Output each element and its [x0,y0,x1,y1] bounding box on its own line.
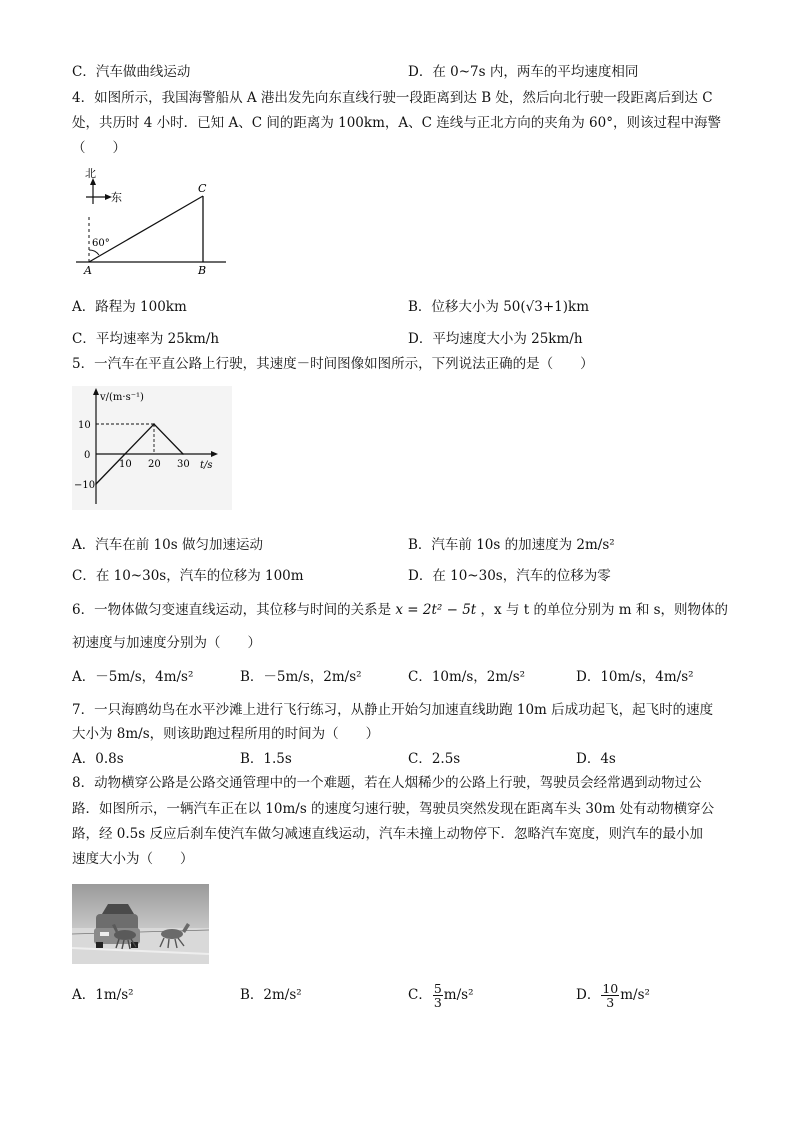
q4-option-d: D．平均速度大小为 25km/h [408,331,583,347]
x-tick-label: 30 [177,459,190,470]
velocity-data-point [182,453,184,455]
q3-option-c: C．汽车做曲线运动 [72,64,191,80]
point-a-label: A [84,264,92,277]
x-axis-label: t/s [200,460,213,471]
x-tick-label: 10 [119,459,132,470]
q7-option-d: D．4s [576,751,616,767]
q7-stem-line-2: 大小为 8m/s，则该助跑过程所用的时间为（ ） [72,726,380,742]
q8-option-d-unit: m/s² [620,987,650,1003]
q8-option-b: B．2m/s² [240,987,302,1003]
y-axis-label: v/(m·s⁻¹) [100,392,144,403]
q8-option-c-denominator: 3 [433,995,442,1010]
q8-option-d [576,979,650,1011]
q8-option-d-label: D． [576,987,601,1003]
q6-stem-line-2: 初速度与加速度分别为（ ） [72,635,261,651]
q8-option-c-fraction [433,982,443,1009]
q5-option-d: D．在 10~30s，汽车的位移为零 [408,568,611,584]
q6-formula: x = 2t² − 5t [395,602,477,618]
q4-option-b-text: B．位移大小为 [408,299,499,315]
point-b-label: B [198,264,207,277]
q5-option-a: A．汽车在前 10s 做匀加速运动 [72,537,263,553]
q5-option-b-text: B．汽车前 10s 的加速度为 [408,537,573,553]
q4-direction-diagram [74,166,234,278]
q8-stem-line-1: 8．动物横穿公路是公路交通管理中的一个难题，若在人烟稀少的公路上行驶，驾驶员会经常遇到动物过公 [72,775,702,791]
q5-option-c: C．在 10~30s，汽车的位移为 100m [72,568,304,584]
q6-option-d: D．10m/s，4m/s² [576,669,694,685]
q5-option-b-value: 2m/s² [576,537,615,553]
q4-stem-line-2: 处，共历时 4 小时．已知 A、C 间的距离为 100km，A、C 连线与正北方向的夹角为 60°，则该过程中海警 [72,115,721,131]
q8-stem-line-4: 速度大小为（ ） [72,851,194,867]
point-c-label: C [198,182,207,195]
velocity-data-point [124,453,126,455]
q8-option-c-label: C． [408,987,432,1003]
q5-option-b [408,535,615,555]
q6-option-b: B．－5m/s，2m/s² [240,669,362,685]
q8-stem-line-3: 路，经 0.5s 反应后刹车使汽车做匀减速直线运动，汽车未撞上动物停下．忽略汽车宽度，则汽车的最小加 [72,826,703,842]
q8-option-d-fraction [601,982,619,1009]
q6-option-a: A．－5m/s，4m/s² [72,669,194,685]
q6-option-c: C．10m/s，2m/s² [408,669,526,685]
q8-stem-line-2: 路．如图所示，一辆汽车正在以 10m/s 的速度匀速行驶，驾驶员突然发现在距离车头 30m 处有动物横穿公 [72,801,715,817]
q7-stem-line-1: 7．一只海鸥幼鸟在水平沙滩上进行飞行练习，从静止开始匀加速直线助跑 10m 后成功起飞，起飞时的速度 [72,702,714,718]
q7-option-c: C．2.5s [408,751,461,767]
y-tick-label: 10 [78,420,91,431]
angle-label: 60° [92,238,110,249]
q4-option-b-math: 50(√3+1)km [503,299,590,315]
car-animal-photo [72,884,209,964]
q8-option-d-numerator: 10 [602,981,619,996]
q4-stem-line-1: 4．如图所示，我国海警船从 A 港出发先向东直线行驶一段距离到达 B 处，然后向北行驶一段距离后到达 C [72,90,713,106]
q8-option-c-unit: m/s² [443,987,474,1003]
q6-stem-text: 6．一物体做匀变速直线运动，其位移与时间的关系是 [72,602,392,618]
q4-option-a: A．路程为 100km [72,299,187,315]
q8-option-c [408,979,474,1011]
north-label: 北 [85,167,96,180]
q7-option-a: A．0.8s [72,751,124,767]
velocity-time-chart [72,386,232,510]
q4-stem-line-3: （ ） [72,140,126,156]
q4-option-c: C．平均速率为 25km/h [72,331,220,347]
q5-stem: 5．一汽车在平直公路上行驶，其速度－时间图像如图所示，下列说法正确的是（ ） [72,356,594,372]
q7-option-b: B．1.5s [240,751,292,767]
y-tick-label: −10 [74,480,96,491]
q6-stem-text-post: ，x 与 t 的单位分别为 m 和 s，则物体的 [480,602,729,618]
q6-stem-line-1 [72,600,728,620]
q4-option-b [408,297,589,317]
velocity-data-point [95,483,97,485]
y-tick-label: 0 [84,450,91,461]
east-label: 东 [111,191,122,204]
q8-option-c-numerator: 5 [433,981,442,996]
velocity-data-point [153,423,155,425]
q8-option-d-denominator: 3 [606,995,615,1010]
q3-option-d: D．在 0~7s 内，两车的平均速度相同 [408,64,639,80]
x-tick-label: 20 [148,459,161,470]
q8-option-a: A．1m/s² [72,987,134,1003]
